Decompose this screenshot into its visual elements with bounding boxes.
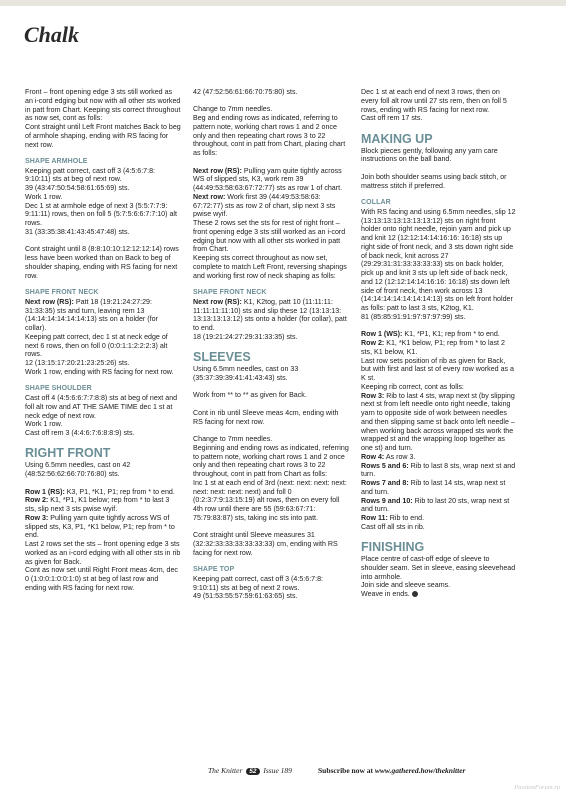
section-heading: MAKING UP	[361, 131, 433, 146]
section-heading: FINISHING	[361, 540, 425, 555]
instruction-paragraph	[193, 105, 349, 158]
instruction-paragraph	[25, 488, 181, 593]
instruction-paragraph	[193, 365, 349, 383]
instruction-paragraph	[193, 391, 349, 400]
watermark: PassionForum.ru	[514, 784, 560, 791]
top-band	[0, 0, 566, 6]
paragraph-text: Dec 1 st at each end of next 3 rows, then on every foll alt row until 27 sts rem, then on foll 5 rows, ending with RS facing for next row. Cast off rem 17 sts.	[361, 88, 507, 123]
paragraph-text: Change to 7mm needles. Beginning and ending rows as indicated, referring to pattern note, working chart rows 1 and 2 once only and then repeating chart rows 3 to 22 throughout, cont in patt from Chart as folls: Inc 1 st at each end of 3rd (next: next: next: next: next: next: next: next) and foll 0 (0:2:3:7:9:13:15:19) alt rows, then on every foll 4th row until there are 55 (59:63:67:71: 75:79:83:87) sts, taking inc sts into patt.	[193, 435, 349, 522]
paragraph-text: Using 6.5mm needles, cast on 42 (48:52:56:62:66:70:76:80) sts.	[25, 461, 131, 479]
paragraph-text: K1, *P1, K1; rep from * to end. Row 2: K1, *K1 below, P1; rep from * to last 2 sts, K1 below, K1. Last row sets position of rib as given for Back, but with first and last st of every row worked as a K st. Keeping rib correct, cont as folls: Row 3: Rib to last 4 sts, wrap next st (by slipping next st from left needle onto right needle, taking yarn to opposite side of work between needles and then slipping same st back onto left needle – when working back across wrapped sts work the wrapped st and the wrapping loop together as one st) and turn. Row 4: As row 3. Rows 5 and 6: Rib to last 8 sts, wrap next st and turn. Rows 7 and 8: Rib to last 14 sts, wrap next st and turn. Rows 9 and 10: Rib to last 20 sts, wrap next st and turn. Row 11: Rib to end. Cast off all sts in rib.	[361, 330, 516, 531]
subheading: SHAPE FRONT NECK	[25, 289, 99, 297]
row-label: Row 1 (WS):	[361, 330, 403, 339]
instruction-paragraph	[361, 555, 517, 599]
paragraph-text: Pulling yarn quite tightly across WS of slipped sts, K3, work rem 39 (44:49:53:58:63:67:72:77) sts as row 1 of chart. Next row: Work first 39 (44:49:53:58:63: 67:72:77) sts as row 2 of chart, slip next 3 sts pwise wyif. These 2 rows set the sts for rest of right front – front opening edge 3 sts still worked as an i-cord edging but now with all other sts worked in patt from Chart. Keeping sts correct throughout as now set, complete to match Left Front, reversing shapings and working first row of neck shaping as folls:	[193, 166, 347, 280]
instruction-paragraph	[193, 435, 349, 523]
section-heading: SLEEVES	[193, 350, 251, 365]
paragraph-text: Work from ** to ** as given for Back.	[193, 391, 307, 400]
end-mark-icon	[412, 591, 418, 597]
paragraph-text: Front – front opening edge 3 sts still worked as an i-cord edging but now with all other sts worked in patt from Chart. Keeping sts correct throughout as now set, cont as folls: Cont straight until Left Front matches Back to beg of armhole shaping, ending with RS facing for next row.	[25, 88, 181, 149]
instruction-paragraph	[361, 208, 517, 322]
page-title: Chalk	[24, 22, 80, 47]
paragraph-text: Keeping patt correct, cast off 3 (4:5:6:7:8: 9:10:11) sts at beg of next 2 rows. 49 (51:53:55:57:59:61:63:65) sts.	[193, 574, 323, 601]
paragraph-text: K3, P1, *K1, P1; rep from * to end. Row 2: K1, *P1, K1 below; rep from * to last 3 sts, slip next 3 sts pwise wyif. Row 3: Pulling yarn quite tightly across WS of slipped sts, K3, P1, *K1 below, P1; rep from * to end. Last 2 rows set the sts – front opening edge 3 sts worked as an i-cord edging with all other sts in rib as given for Back. Cont as now set until Right Front meas 4cm, dec 0 (1:0:0:1:0:0:1:0) st at beg of last row and ending with RS facing for next row.	[25, 487, 181, 592]
paragraph-text: Keeping patt correct, cast off 3 (4:5:6:7:8: 9:10:11) sts at beg of next row. 39 (43:47:50:54:58:61:65:69) sts. Work 1 row. Dec 1 st at armhole edge of next 3 (5:5:7:7:9: 9:11:11) rows, then on foll 5 (5:7:5:6:6:7:7:10) alt rows. 31 (33:35:38:41:43:45:47:48) sts.	[25, 166, 177, 236]
column-2	[193, 88, 349, 601]
magazine-name: The Knitter	[208, 766, 243, 775]
paragraph-text: Change to 7mm needles. Beg and ending rows as indicated, referring to pattern note, working chart rows 1 and 2 once only and then repeating chart rows 3 to 22 throughout, cont in patt from Chart, placing chart as folls:	[193, 105, 346, 158]
instruction-paragraph	[361, 88, 517, 123]
subscribe-link[interactable]: www.gathered.how/theknitter	[374, 766, 466, 775]
instruction-paragraph	[25, 167, 181, 237]
instruction-paragraph	[193, 531, 349, 557]
row-label: Next row (RS):	[193, 297, 242, 306]
page-number: 52	[246, 768, 259, 775]
instruction-paragraph	[25, 394, 181, 438]
instruction-paragraph	[193, 409, 349, 427]
paragraph-text: Block pieces gently, following any yarn care instructions on the ball band.	[361, 146, 498, 164]
subheading: SHAPE TOP	[193, 566, 235, 574]
subheading: COLLAR	[361, 199, 391, 207]
instruction-paragraph	[193, 88, 349, 97]
paragraph-text: K1, K2tog, patt 10 (11:11:11: 11:11:11:11:10) sts and slip these 12 (13:13:13: 13:13:13:13:12) sts onto a holder (for collar), patt to end. 18 (19:21:24:27:29:31:33:35) sts.	[193, 297, 347, 341]
footer-magazine	[208, 766, 292, 775]
instruction-paragraph	[25, 298, 181, 377]
instruction-paragraph	[361, 173, 517, 191]
paragraph-text: Cast off 4 (4:5:6:6:7:7:8:8) sts at beg of next and foll alt row and AT THE SAME TIME dec 1 st at neck edge of next row. Work 1 row. Cast off rem 3 (4:4:6:7:6:8:8:9) sts.	[25, 394, 178, 437]
paragraph-text: With RS facing and using 6.5mm needles, slip 12 (13:13:13:13:13:13:13:12) sts on right front holder onto right needle, rejoin yarn and pick up and knit 12 (12:12:14:14:16:16: 16:18) sts up right side of front neck, and 3 sts down right side of back neck, knit across 27 (29:29:31:31:33:33:33:33) sts on back holder, pick up and knit 3 sts up left side of back neck, and 12 (12:12:14:14:16:16: 16:18) sts down left side of front neck, then work across 13 (14:14:14:14:14:14:14:13) sts on left front holder as folls: patt to last 3 sts, K2tog, K1. 81 (85:85:91:91:97:97:97:99) sts.	[361, 207, 516, 321]
instruction-paragraph	[361, 330, 517, 531]
footer-subscribe	[318, 766, 465, 775]
instruction-paragraph	[25, 245, 181, 280]
paragraph-text: Cont straight until 8 (8:8:10:10:12:12:12:14) rows less have been worked than on Back to beg of shoulder shaping, ending with RS facing for next row.	[25, 245, 179, 280]
section-heading: RIGHT FRONT	[25, 446, 111, 461]
subscribe-text: Subscribe now at	[318, 766, 375, 775]
column-3	[361, 88, 517, 599]
paragraph-text: Patt 18 (19:21:24:27:29: 31:33:35) sts and turn, leaving rem 13 (14:14:14:14:14:14:13) sts on a holder (for collar). Keeping patt correct, dec 1 st at neck edge of next 6 rows, then on foll 0 (0:0:1:1:2:2:2:3) alt rows. 12 (13:15:17:20:21:23:25:26) sts. Work 1 row, ending with RS facing for next row.	[25, 297, 174, 376]
paragraph-text: Cont in rib until Sleeve meas 4cm, ending with RS facing for next row.	[193, 408, 339, 426]
instruction-paragraph	[193, 167, 349, 281]
subheading: SHAPE SHOULDER	[25, 385, 92, 393]
issue-number: Issue 189	[263, 766, 292, 775]
subheading: SHAPE FRONT NECK	[193, 289, 267, 297]
instruction-paragraph	[193, 575, 349, 601]
row-label: Next row (RS):	[25, 297, 74, 306]
paragraph-text: Place centre of cast-off edge of sleeve to shoulder seam. Set in sleeve, easing sleevehead into armhole. Join side and sleeve seams. Weave in ends.	[361, 555, 516, 599]
instruction-paragraph	[193, 298, 349, 342]
column-1	[25, 88, 181, 593]
row-label: Row 1 (RS):	[25, 487, 65, 496]
paragraph-text: 42 (47:52:56:61:66:70:75:80) sts.	[193, 88, 298, 96]
paragraph-text: Join both shoulder seams using back stitch, or mattress stitch if preferred.	[361, 172, 507, 190]
paragraph-text: Cont straight until Sleeve measures 31 (32:32:33:33:33:33:33:33) cm, ending with RS facing for next row.	[193, 531, 338, 557]
row-label: Next row (RS):	[193, 166, 242, 175]
instruction-paragraph	[361, 147, 517, 165]
paragraph-text: Using 6.5mm needles, cast on 33 (35:37:39:39:41:41:43:43) sts.	[193, 365, 299, 382]
instruction-paragraph	[25, 88, 181, 149]
subheading: SHAPE ARMHOLE	[25, 157, 88, 165]
instruction-paragraph	[25, 461, 181, 479]
